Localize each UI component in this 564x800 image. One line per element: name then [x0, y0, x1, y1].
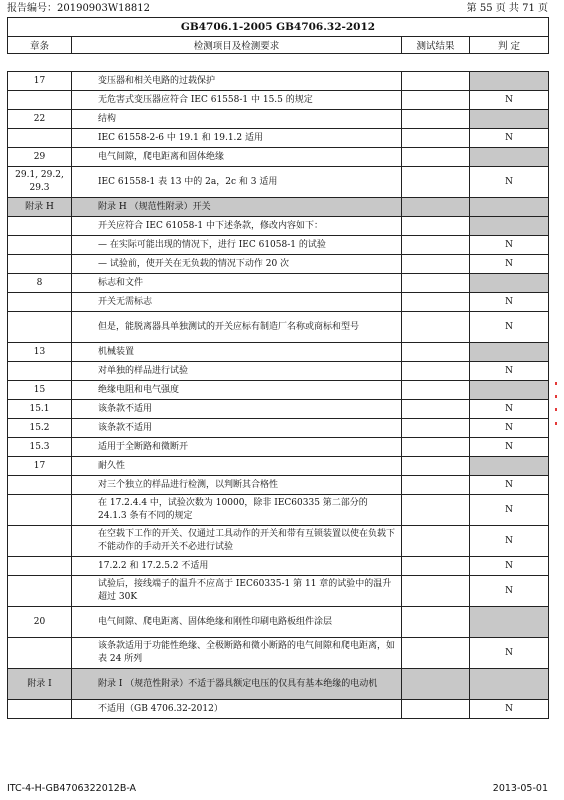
margin-mark: [555, 395, 557, 398]
requirement-cell: 变压器和相关电路的过载保护: [72, 72, 402, 91]
table-row: [8, 110, 549, 129]
requirement-cell: 对三个独立的样品进行检测，以判断其合格性: [72, 476, 402, 495]
clause-cell: 22: [8, 110, 72, 129]
clause-cell: 29.1, 29.2, 29.3: [8, 167, 72, 198]
table-row: [8, 343, 549, 362]
verdict-cell: [470, 148, 549, 167]
verdict-cell: N: [470, 576, 549, 607]
verdict-cell: N: [470, 526, 549, 557]
clause-cell: [8, 495, 72, 526]
clause-cell: [8, 557, 72, 576]
clause-cell: 13: [8, 343, 72, 362]
table-row: [8, 312, 549, 343]
table-row: [8, 700, 549, 719]
requirement-cell: 该条款不适用: [72, 419, 402, 438]
clause-cell: 附录 I: [8, 669, 72, 700]
table-row: [8, 362, 549, 381]
result-cell: [402, 457, 470, 476]
result-cell: [402, 526, 470, 557]
verdict-cell: N: [470, 129, 549, 148]
requirement-cell: 该条款不适用: [72, 400, 402, 419]
requirement-cell: 耐久性: [72, 457, 402, 476]
table-row: [8, 236, 549, 255]
table-row: [8, 438, 549, 457]
result-cell: [402, 91, 470, 110]
result-cell: [402, 236, 470, 255]
requirement-cell: 开关应符合 IEC 61058-1 中下述条款，修改内容如下：: [72, 217, 402, 236]
requirement-cell: 不适用（GB 4706.32-2012）: [72, 700, 402, 719]
result-cell: [402, 638, 470, 669]
result-cell: [402, 438, 470, 457]
result-cell: [402, 312, 470, 343]
result-cell: [402, 607, 470, 638]
requirement-cell: 无危害式变压器应符合 IEC 61558-1 中 15.5 的规定: [72, 91, 402, 110]
result-cell: [402, 700, 470, 719]
clause-cell: [8, 255, 72, 274]
result-cell: [402, 167, 470, 198]
result-cell: [402, 381, 470, 400]
col-clause-header: 章条: [8, 37, 72, 54]
verdict-cell: N: [470, 255, 549, 274]
table-row: [8, 669, 549, 700]
page-info: 第 55 页 共 71 页: [466, 3, 548, 14]
result-cell: [402, 476, 470, 495]
table-row: [8, 129, 549, 148]
requirement-cell: IEC 61558-1 表 13 中的 2a，2c 和 3 适用: [72, 167, 402, 198]
clause-cell: 29: [8, 148, 72, 167]
requirement-cell: 电气间隙，爬电距离和固体绝缘: [72, 148, 402, 167]
requirement-cell: 17.2.2 和 17.2.5.2 不适用: [72, 557, 402, 576]
clause-cell: [8, 217, 72, 236]
result-cell: [402, 148, 470, 167]
verdict-cell: [470, 110, 549, 129]
table-row: [8, 557, 549, 576]
verdict-cell: N: [470, 638, 549, 669]
report-number: 报告编号：20190903W18812: [7, 3, 150, 14]
verdict-cell: [470, 198, 549, 217]
requirement-cell: 试验后，接线端子的温升不应高于 IEC60335-1 第 11 章的试验中的温升超过 30K: [72, 576, 402, 607]
col-verdict-header: 判 定: [470, 37, 549, 54]
verdict-cell: N: [470, 476, 549, 495]
requirement-cell: 附录 H （规范性附录）开关: [72, 198, 402, 217]
table-row: [8, 419, 549, 438]
margin-mark: [555, 408, 557, 411]
clause-cell: 8: [8, 274, 72, 293]
table-row: [8, 381, 549, 400]
table-row: [8, 167, 549, 198]
clause-cell: [8, 129, 72, 148]
verdict-cell: N: [470, 400, 549, 419]
result-cell: [402, 419, 470, 438]
table-row: [8, 638, 549, 669]
verdict-cell: N: [470, 167, 549, 198]
table-row: [8, 607, 549, 638]
requirement-cell: 标志和文件: [72, 274, 402, 293]
table-row: [8, 476, 549, 495]
clause-cell: 17: [8, 72, 72, 91]
requirement-cell: 对单独的样品进行试验: [72, 362, 402, 381]
verdict-cell: [470, 669, 549, 700]
clause-cell: [8, 312, 72, 343]
result-cell: [402, 343, 470, 362]
table-row: [8, 217, 549, 236]
verdict-cell: N: [470, 419, 549, 438]
col-item-header: 检测项目及检测要求: [72, 37, 402, 54]
result-cell: [402, 576, 470, 607]
result-cell: [402, 255, 470, 274]
clause-cell: 15.3: [8, 438, 72, 457]
requirement-cell: 该条款适用于功能性绝缘、全极断路和微小断路的电气间隙和爬电距离，如表 24 所列: [72, 638, 402, 669]
requirement-cell: — 试验前，使开关在无负载的情况下动作 20 次: [72, 255, 402, 274]
verdict-cell: [470, 274, 549, 293]
table-row: [8, 198, 549, 217]
clause-cell: 17: [8, 457, 72, 476]
table-row: [8, 293, 549, 312]
requirement-cell: 在空载下工作的开关、仅通过工具动作的开关和带有互锁装置以使在负载下不能动作的手动开关不必进行试验: [72, 526, 402, 557]
result-cell: [402, 557, 470, 576]
result-cell: [402, 198, 470, 217]
table-row: [8, 72, 549, 91]
verdict-cell: N: [470, 438, 549, 457]
verdict-cell: N: [470, 91, 549, 110]
result-cell: [402, 293, 470, 312]
requirement-cell: — 在实际可能出现的情况下，进行 IEC 61058-1 的试验: [72, 236, 402, 255]
result-cell: [402, 362, 470, 381]
footer-doc-code: ITC-4-H-GB4706322012B-A: [7, 783, 137, 794]
result-cell: [402, 217, 470, 236]
clause-cell: 20: [8, 607, 72, 638]
verdict-cell: N: [470, 700, 549, 719]
verdict-cell: [470, 457, 549, 476]
col-result-header: 测试结果: [402, 37, 470, 54]
clause-cell: [8, 476, 72, 495]
clause-cell: 附录 H: [8, 198, 72, 217]
requirement-cell: 机械装置: [72, 343, 402, 362]
requirement-cell: 开关无需标志: [72, 293, 402, 312]
result-cell: [402, 274, 470, 293]
page-header: [7, 2, 548, 16]
table-row: [8, 576, 549, 607]
verdict-cell: [470, 217, 549, 236]
verdict-cell: N: [470, 495, 549, 526]
table-row: [8, 91, 549, 110]
standards-title: GB4706.1-2005 GB4706.32-2012: [8, 18, 549, 37]
verdict-cell: N: [470, 362, 549, 381]
clause-cell: [8, 638, 72, 669]
verdict-cell: [470, 72, 549, 91]
requirement-cell: 电气间隙、爬电距离、固体绝缘和刚性印刷电路板组件涂层: [72, 607, 402, 638]
clause-cell: 15.2: [8, 419, 72, 438]
clause-cell: [8, 700, 72, 719]
requirement-cell: 但是，能脱离器具单独测试的开关应标有制造厂名称或商标和型号: [72, 312, 402, 343]
verdict-cell: [470, 381, 549, 400]
requirement-cell: 在 17.2.4.4 中，试验次数为 10000，除非 IEC60335 第二部分的 24.1.3 条有不同的规定: [72, 495, 402, 526]
table-row: [8, 148, 549, 167]
result-cell: [402, 72, 470, 91]
clause-cell: [8, 526, 72, 557]
standards-header-table: [7, 17, 549, 54]
test-items-table: [7, 71, 549, 719]
footer-date: 2013-05-01: [492, 783, 548, 794]
verdict-cell: N: [470, 236, 549, 255]
clause-cell: [8, 236, 72, 255]
verdict-cell: [470, 607, 549, 638]
clause-cell: 15: [8, 381, 72, 400]
table-row: [8, 457, 549, 476]
table-row: [8, 495, 549, 526]
margin-mark: [555, 422, 557, 425]
result-cell: [402, 400, 470, 419]
clause-cell: [8, 91, 72, 110]
clause-cell: [8, 293, 72, 312]
result-cell: [402, 669, 470, 700]
requirement-cell: 适用于全断路和微断开: [72, 438, 402, 457]
requirement-cell: 附录 I （规范性附录）不适于器具额定电压的仅具有基本绝缘的电动机: [72, 669, 402, 700]
result-cell: [402, 495, 470, 526]
table-row: [8, 526, 549, 557]
verdict-cell: N: [470, 557, 549, 576]
verdict-cell: [470, 343, 549, 362]
clause-cell: [8, 576, 72, 607]
verdict-cell: N: [470, 312, 549, 343]
result-cell: [402, 129, 470, 148]
table-row: [8, 274, 549, 293]
requirement-cell: 绝缘电阻和电气强度: [72, 381, 402, 400]
table-row: [8, 400, 549, 419]
margin-mark: [555, 382, 557, 385]
result-cell: [402, 110, 470, 129]
clause-cell: 15.1: [8, 400, 72, 419]
requirement-cell: 结构: [72, 110, 402, 129]
table-row: [8, 255, 549, 274]
requirement-cell: IEC 61558-2-6 中 19.1 和 19.1.2 适用: [72, 129, 402, 148]
clause-cell: [8, 362, 72, 381]
verdict-cell: N: [470, 293, 549, 312]
